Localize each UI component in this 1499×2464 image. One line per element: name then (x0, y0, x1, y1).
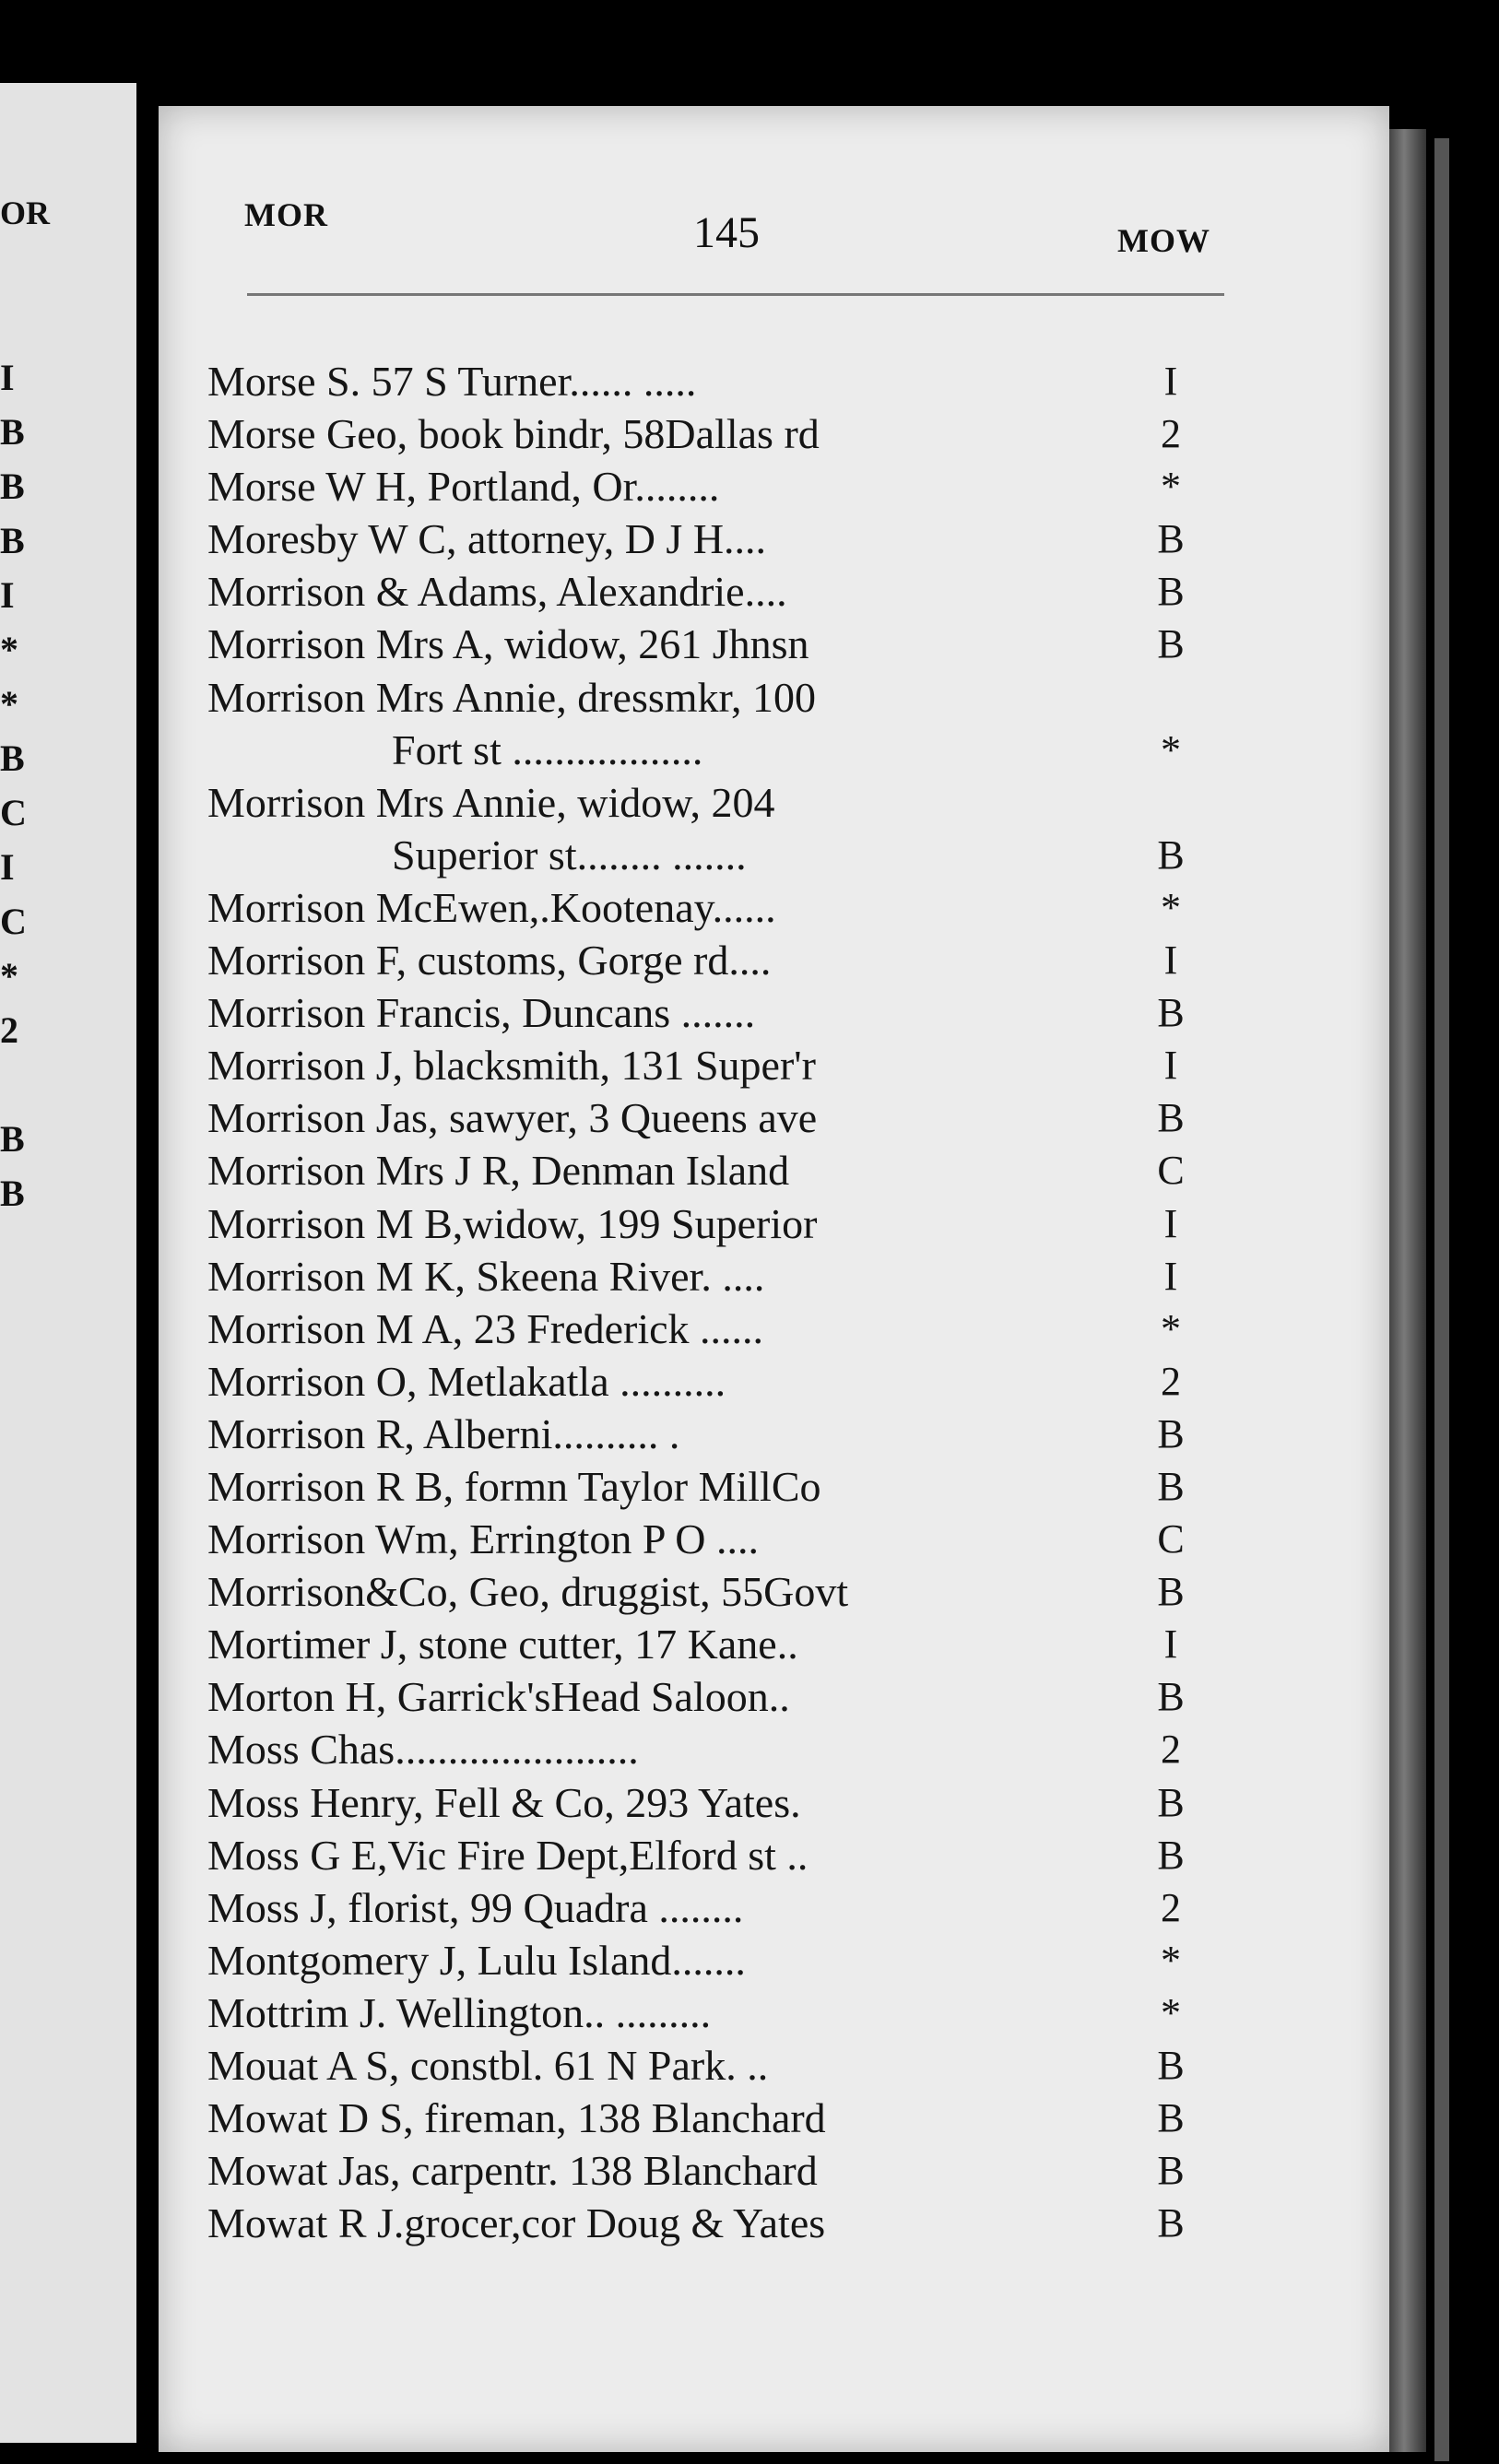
entry-text: Morrison O, Metlakatla .......... (207, 1358, 731, 1405)
entry-code: B (1157, 1674, 1185, 1720)
left-page-code: B (0, 1173, 25, 1214)
entry-code: * (1161, 884, 1181, 930)
header-rule (247, 293, 1224, 296)
entry-code: C (1157, 1148, 1185, 1194)
entry-code: * (1161, 1937, 1181, 1983)
directory-entry (207, 724, 1240, 776)
entry-text: Moss G E,Vic Fire Dept,Elford st .. (207, 1832, 813, 1879)
entry-code: I (1163, 937, 1178, 984)
entry-code: B (1157, 621, 1185, 667)
entry-code: I (1163, 359, 1178, 404)
entry-code: B (1157, 990, 1185, 1036)
entry-text: Fort st .................. (392, 726, 708, 773)
entry-text: Mowat R J.grocer,cor Doug & Yates (207, 2199, 831, 2246)
left-page-code: B (0, 466, 25, 507)
left-page-code: 2 (0, 1009, 18, 1051)
entry-text: Morse S. 57 S Turner...... ..... (207, 358, 702, 405)
left-page-code (0, 1220, 37, 1275)
entry-text: Morrison Francis, Duncans ....... (207, 989, 761, 1036)
directory-entries (207, 355, 1240, 2249)
directory-entry (207, 1776, 1240, 1829)
entry-text: Morse Geo, book bindr, 58Dallas rd (207, 410, 825, 457)
directory-entry (207, 1303, 1240, 1355)
directory-entry (207, 2039, 1240, 2092)
entry-text: Morton H, Garrick'sHead Saloon.. (207, 1673, 796, 1720)
directory-entry (207, 1408, 1240, 1460)
entry-text: Morrison J, blacksmith, 131 Super'r (207, 1042, 821, 1089)
entry-code: B (1157, 1095, 1185, 1141)
directory-entry (207, 1987, 1240, 2039)
entry-code: * (1161, 1305, 1181, 1351)
entry-text: Moss Henry, Fell & Co, 293 Yates. (207, 1779, 807, 1826)
left-page-code (0, 1057, 37, 1112)
directory-entry (207, 2144, 1240, 2197)
directory-entry (207, 513, 1240, 565)
directory-entry (207, 2092, 1240, 2144)
left-page-code: C (0, 792, 27, 833)
entry-code: 2 (1161, 411, 1181, 457)
directory-entry (207, 829, 1240, 881)
entry-code: B (1157, 2200, 1185, 2246)
entry-code: 2 (1161, 1884, 1181, 1930)
left-page-header: OR (0, 195, 50, 231)
entry-code: 2 (1161, 1358, 1181, 1404)
directory-entry (207, 1881, 1240, 1934)
entry-code: B (1157, 1463, 1185, 1509)
entry-text: Montgomery J, Lulu Island....... (207, 1937, 751, 1984)
directory-entry (207, 671, 1240, 724)
entry-code: I (1163, 1621, 1178, 1668)
entry-text: Morrison Mrs Annie, widow, 204 (207, 779, 780, 826)
entry-code: B (1157, 1569, 1185, 1615)
entry-text: Morrison Jas, sawyer, 3 Queens ave (207, 1094, 822, 1141)
entry-text: Morrison&Co, Geo, druggist, 55Govt (207, 1568, 854, 1615)
entry-code: I (1163, 1043, 1178, 1089)
entry-text: Morrison McEwen,.Kootenay...... (207, 884, 782, 931)
entry-code: B (1157, 831, 1185, 878)
left-page-code (0, 1275, 37, 1329)
entry-text: Morrison Mrs J R, Denman Island (207, 1147, 795, 1194)
entry-code: * (1161, 1989, 1181, 2035)
directory-entry (207, 1513, 1240, 1565)
entry-text: Morrison Mrs A, widow, 261 Jhnsn (207, 620, 815, 667)
entry-code: B (1157, 1832, 1185, 1878)
left-page-codes (0, 350, 37, 1384)
entry-text: Mottrim J. Wellington.. ......... (207, 1989, 716, 2036)
directory-entry (207, 1197, 1240, 1250)
directory-entry (207, 1723, 1240, 1775)
entry-text: Morrison Mrs Annie, dressmkr, 100 (207, 674, 821, 721)
entry-text: Morrison R B, formn Taylor MillCo (207, 1463, 827, 1510)
entry-code: B (1157, 569, 1185, 615)
directory-entry (207, 1460, 1240, 1513)
left-page-code: B (0, 1118, 25, 1160)
left-page-code: * (0, 683, 18, 725)
book-binding-edge (1434, 138, 1449, 2461)
entry-text: Mowat Jas, carpentr. 138 Blanchard (207, 2147, 823, 2194)
directory-entry (207, 881, 1240, 934)
entry-text: Morrison F, customs, Gorge rd.... (207, 937, 776, 984)
entry-text: Moresby W C, attorney, D J H.... (207, 515, 772, 562)
entry-code: B (1157, 1410, 1185, 1456)
entry-text: Mortimer J, stone cutter, 17 Kane.. (207, 1621, 804, 1668)
left-page-code: * (0, 629, 18, 670)
entry-text: Moss J, florist, 99 Quadra ........ (207, 1884, 749, 1931)
left-page-code: B (0, 411, 25, 453)
running-head-left: MOR (244, 196, 328, 233)
directory-entry (207, 407, 1240, 460)
entry-text: Morrison Wm, Errington P O .... (207, 1515, 764, 1562)
page-number: 145 (693, 208, 760, 257)
entry-code: * (1161, 464, 1181, 510)
entry-code: 2 (1161, 1727, 1181, 1773)
entry-code: B (1157, 2095, 1185, 2141)
entry-code: B (1157, 1779, 1185, 1825)
entry-text: Moss Chas....................... (207, 1726, 644, 1773)
directory-entry (207, 776, 1240, 829)
directory-entry (207, 355, 1240, 407)
entry-text: Morse W H, Portland, Or........ (207, 463, 725, 510)
directory-entry (207, 565, 1240, 618)
directory-entry (207, 934, 1240, 986)
entry-text: Morrison & Adams, Alexandrie.... (207, 568, 793, 615)
entry-code: B (1157, 516, 1185, 562)
directory-entry (207, 1144, 1240, 1197)
directory-entry (207, 1829, 1240, 1881)
directory-entry (207, 986, 1240, 1039)
entry-text: Mouat A S, constbl. 61 N Park. .. (207, 2042, 773, 2089)
directory-entry (207, 2197, 1240, 2249)
directory-entry (207, 1618, 1240, 1670)
left-page-code: * (0, 955, 18, 996)
left-page-code: B (0, 737, 25, 779)
directory-entry (207, 460, 1240, 513)
entry-code: I (1163, 1200, 1178, 1246)
entry-code: I (1163, 1253, 1178, 1299)
entry-code: B (1157, 2148, 1185, 2194)
entry-text: Superior st........ ....... (392, 831, 752, 878)
directory-entry (207, 1565, 1240, 1618)
entry-code: * (1161, 726, 1181, 772)
entry-text: Morrison M B,widow, 199 Superior (207, 1200, 822, 1247)
entry-text: Morrison M A, 23 Frederick ...... (207, 1305, 769, 1352)
entry-text: Morrison R, Alberni.......... . (207, 1410, 685, 1457)
entry-text: Mowat D S, fireman, 138 Blanchard (207, 2094, 832, 2141)
left-page-code: I (0, 574, 15, 616)
left-page-code: I (0, 357, 15, 398)
book-binding (1389, 129, 1426, 2452)
directory-entry (207, 1250, 1240, 1303)
directory-entry (207, 1091, 1240, 1144)
entry-text: Morrison M K, Skeena River. .... (207, 1253, 770, 1300)
directory-entry (207, 1355, 1240, 1408)
directory-entry (207, 1934, 1240, 1987)
running-head-right: MOW (1117, 222, 1210, 259)
directory-entry (207, 1039, 1240, 1091)
directory-entry (207, 1670, 1240, 1723)
left-page-code: I (0, 846, 15, 888)
left-page-code: B (0, 520, 25, 561)
left-page-code (0, 1329, 37, 1384)
left-page-code: C (0, 901, 27, 942)
directory-entry (207, 618, 1240, 670)
entry-code: B (1157, 2043, 1185, 2088)
entry-code: C (1157, 1516, 1185, 1562)
